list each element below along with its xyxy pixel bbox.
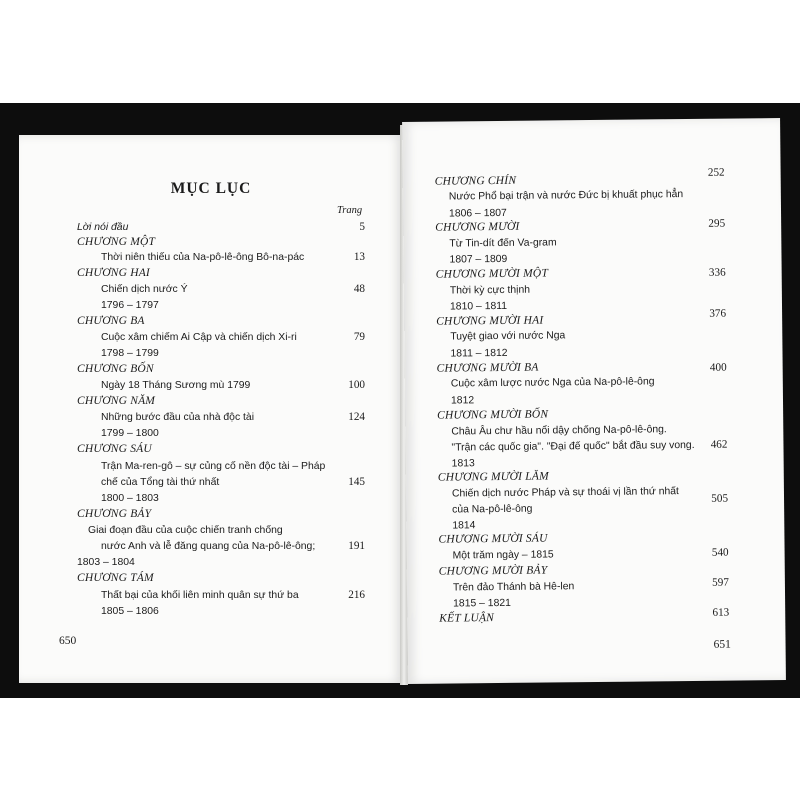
toc-heading: MỤC LỤC <box>170 180 252 197</box>
chapter-heading: CHƯƠNG BA <box>77 315 145 327</box>
chapter-heading: KẾT LUẬN <box>439 612 495 625</box>
chapter-dates: 1813 <box>451 458 475 470</box>
chapter-dates: 1812 <box>450 395 475 407</box>
chapter-title: Cuộc xâm chiếm Ai Cập và chiến dịch Xi-ri <box>101 332 297 343</box>
chapter-dates: 1814 <box>452 520 476 532</box>
toc-page-number: 505 <box>711 492 729 505</box>
toc-page-number: 191 <box>348 540 365 552</box>
toc-page-number: 124 <box>348 411 365 423</box>
left-page <box>19 135 403 683</box>
toc-page-number: 13 <box>353 251 365 263</box>
chapter-heading: CHƯƠNG MƯỜI BỐN <box>437 408 549 422</box>
chapter-title: nước Anh và lễ đăng quang của Na-pô-lê-ông; <box>101 541 316 552</box>
chapter-title: Ngày 18 Tháng Sương mù 1799 <box>101 380 251 391</box>
chapter-heading: CHƯƠNG MƯỜI LĂM <box>437 470 549 484</box>
toc-page-number: 336 <box>708 266 726 279</box>
chapter-title: Thời niên thiếu của Na-pô-lê-ông Bô-na-pác <box>101 252 305 263</box>
right-page <box>402 118 786 684</box>
chapter-title: Từ Tin-dít đến Va-gram <box>449 237 557 250</box>
toc-page-number: 597 <box>712 576 729 589</box>
chapter-heading: CHƯƠNG MƯỜI HAI <box>436 314 544 328</box>
chapter-heading: CHƯƠNG MƯỜI BẢY <box>438 564 548 578</box>
toc-page-number: 48 <box>353 283 365 295</box>
chapter-title: Giai đoạn đầu của cuộc chiến tranh chống <box>88 525 283 536</box>
chapter-title: Chiến dịch nước Ý <box>101 284 188 295</box>
toc-page-number: 145 <box>348 476 365 488</box>
chapter-heading: CHƯƠNG TÁM <box>77 572 154 584</box>
chapter-title: Những bước đầu của nhà độc tài <box>101 412 255 423</box>
toc-page-number: 79 <box>353 331 365 343</box>
chapter-dates: 1815 – 1821 <box>453 597 511 610</box>
chapter-dates: 1803 – 1804 <box>77 557 135 568</box>
chapter-dates: 1807 – 1809 <box>449 253 508 266</box>
chapter-title: Tuyệt giao với nước Nga <box>450 330 566 343</box>
toc-page-number: 376 <box>709 307 727 320</box>
chapter-title: Cuộc xâm lược nước Nga của Na-pô-lê-ông <box>450 376 655 390</box>
chapter-heading: CHƯƠNG BẢY <box>77 508 152 520</box>
toc-page-number: 295 <box>708 217 726 230</box>
chapter-heading: CHƯƠNG MƯỜI <box>435 220 520 234</box>
toc-page-number: 462 <box>710 438 728 451</box>
chapter-heading: CHƯƠNG MƯỜI SÁU <box>438 532 548 546</box>
chapter-dates: 1810 – 1811 <box>449 300 508 313</box>
chapter-title: Nước Phổ bại trận và nước Đức bị khuất phục hẳn <box>448 189 684 203</box>
chapter-heading: CHƯƠNG SÁU <box>77 443 152 455</box>
toc-page-number: 400 <box>709 361 727 374</box>
page-column-label: Trang <box>337 205 363 216</box>
page-folio-right: 651 <box>713 638 731 651</box>
toc-page-number: 216 <box>348 589 365 601</box>
chapter-heading: CHƯƠNG CHÍN <box>434 174 517 188</box>
toc-page-number: 252 <box>707 166 725 179</box>
chapter-title: Trên đảo Thánh bà Hê-len <box>452 581 575 594</box>
chapter-dates: 1811 – 1812 <box>450 347 508 360</box>
chapter-heading: CHƯƠNG MƯỜI BA <box>436 361 539 375</box>
chapter-heading: CHƯƠNG HAI <box>77 267 150 279</box>
toc-entry-label: Lời nói đầu <box>77 222 129 233</box>
toc-page-number: 100 <box>348 379 365 391</box>
page-folio-left: 650 <box>59 635 77 647</box>
chapter-dates: 1805 – 1806 <box>101 606 159 617</box>
chapter-dates: 1806 – 1807 <box>448 207 507 220</box>
chapter-title: chế của Tổng tài thứ nhất <box>101 477 220 488</box>
chapter-dates: 1796 – 1797 <box>101 300 159 311</box>
chapter-title: Thất bại của khối liên minh quân sự thứ ba <box>101 590 299 601</box>
toc-page-number: 540 <box>711 546 729 559</box>
toc-page-number: 613 <box>712 606 730 619</box>
chapter-dates: 1800 – 1803 <box>101 493 159 504</box>
chapter-title: Chiến dịch nước Pháp và sự thoái vị lần thứ nhất <box>451 486 679 500</box>
chapter-title: "Trận các quốc gia". "Đại đế quốc" bắt đầu suy vong. <box>451 439 695 454</box>
chapter-title: Thời kỳ cực thịnh <box>449 284 531 297</box>
chapter-title: Một trăm ngày – 1815 <box>452 549 554 562</box>
chapter-dates: 1798 – 1799 <box>101 348 159 359</box>
chapter-title: Trận Ma-ren-gô – sự củng cố nền độc tài – Pháp <box>101 461 326 472</box>
chapter-heading: CHƯƠNG BỐN <box>77 363 154 375</box>
chapter-title: Châu Âu chư hầu nổi dậy chống Na-pô-lê-ông. <box>451 424 667 438</box>
toc-page-number: 5 <box>359 221 365 233</box>
chapter-heading: CHƯƠNG MỘT <box>77 236 156 248</box>
chapter-heading: CHƯƠNG NĂM <box>77 395 156 407</box>
chapter-dates: 1799 – 1800 <box>101 428 159 439</box>
chapter-heading: CHƯƠNG MƯỜI MỘT <box>435 267 549 281</box>
chapter-title: của Na-pô-lê-ông <box>452 503 533 516</box>
